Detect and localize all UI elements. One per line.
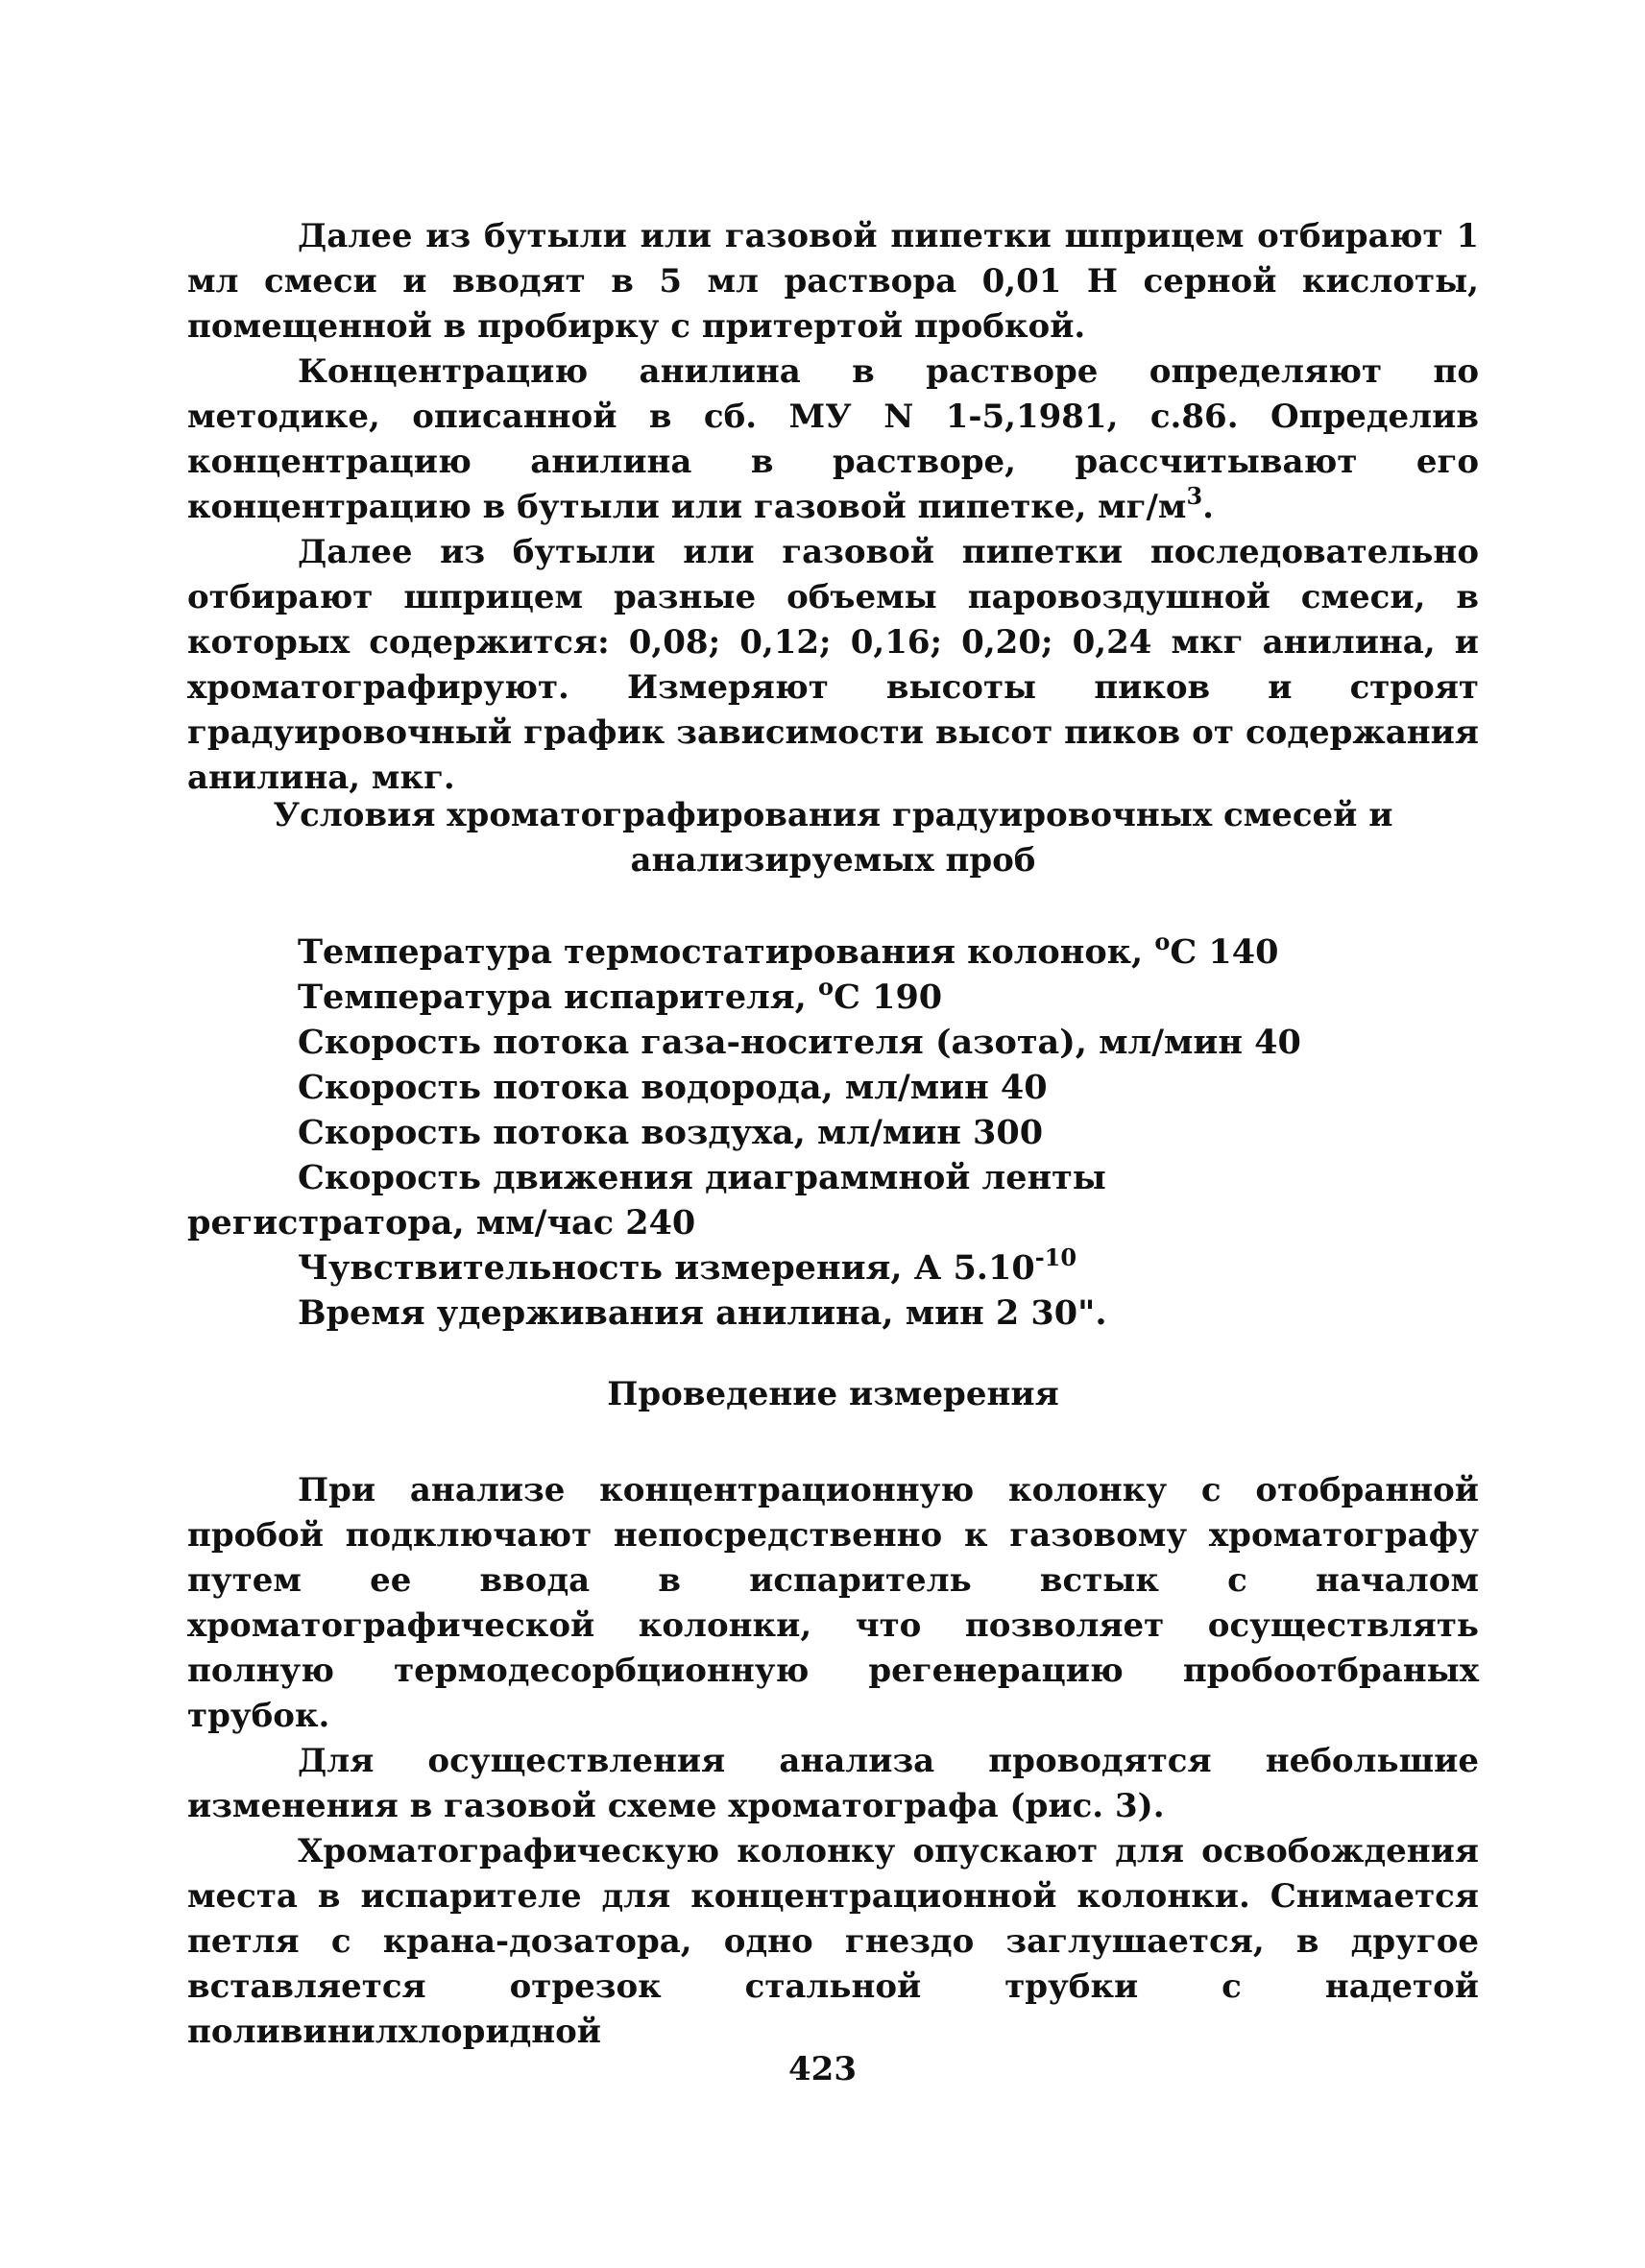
- condition-air-flow: Скорость потока воздуха, мл/мин 300: [298, 1113, 1044, 1152]
- degree-sign: о: [1154, 928, 1171, 955]
- condition-chart-speed-line2: регистратора, мм/час 240: [187, 1203, 696, 1243]
- page-number: 423: [788, 2050, 857, 2088]
- condition-carrier-gas-flow: Скорость потока газа-носителя (азота), мл/мин 40: [298, 1023, 1301, 1062]
- conditions-list: [187, 929, 1479, 1336]
- conditions-heading-line2: анализируемых проб: [630, 841, 1036, 880]
- condition-evaporator-temperature-value: С 190: [834, 977, 943, 1017]
- condition-hydrogen-flow: Скорость потока водорода, мл/мин 40: [298, 1068, 1048, 1107]
- condition-column-temperature: [187, 929, 1479, 975]
- paragraph-scheme-changes: Для осуществления анализа проводятся небольшие изменения в газовой схеме хроматографа (рис. 3).: [187, 1742, 1479, 1825]
- paragraph-aniline-concentration-text: Концентрацию анилина в растворе определяют по методике, описанной в сб. МУ N 1-5,1981, с.86. Определив концентрацию анилина в растворе, рассчитывают его концентрацию в бутыли или газовой пипетке, мг/м: [187, 352, 1479, 526]
- sensitivity-exponent: -10: [1034, 1243, 1077, 1271]
- conditions-heading-line1: Условия хроматографирования градуировочных смесей и: [273, 796, 1393, 834]
- paragraph-aniline-concentration: [187, 350, 1479, 530]
- unit-tail: .: [1202, 488, 1214, 526]
- condition-sensitivity-label: Чувствительность измерения, А 5.10: [298, 1248, 1035, 1288]
- unit-superscript: 3: [1186, 482, 1203, 510]
- paragraph-syringe-sampling: Далее из бутыли или газовой пипетки шприцем отбирают 1 мл смеси и вводят в 5 мл раствора 0,01 Н серной кислоты, помещенной в пробирку с притертой пробкой.: [187, 217, 1479, 346]
- degree-sign: о: [818, 973, 835, 1001]
- paragraph-calibration: Далее из бутыли или газовой пипетки последовательно отбирают шприцем разные объемы паровоздушной смеси, в которых содержится: 0,08; 0,12; 0,16; 0,20; 0,24 мкг анилина, и хроматографируют. Измеряют высоты пиков и строят градуировочный график зависимости высот пиков от содержания анилина, мкг.: [187, 533, 1479, 797]
- measurement-text-block: [187, 1468, 1479, 2055]
- paragraph-column-lowering: Хроматографическую колонку опускают для освобождения места в испарителе для концентрационной колонки. Снимается петля с крана-дозатора, одно гнездо заглушается, в другое вставляется отрезок стальной трубки с надетой поливинилхлоридной: [187, 1832, 1479, 2051]
- condition-sensitivity: [187, 1245, 1479, 1291]
- condition-column-temperature-value: С 140: [1170, 932, 1279, 972]
- condition-retention-time: Время удерживания анилина, мин 2 30".: [298, 1293, 1107, 1333]
- paragraph-column-connection: При анализе концентрационную колонку с отобранной пробой подключают непосредственно к газовому хроматографу путем ее ввода в испаритель встык с началом хроматографической колонки, что позволяет осуществлять полную термодесорбционную регенерацию пробоотбраных трубок.: [187, 1471, 1479, 1735]
- condition-chart-speed-line1: Скорость движения диаграммной ленты: [298, 1158, 1106, 1197]
- condition-evaporator-temperature-label: Температура испарителя,: [298, 977, 819, 1017]
- conditions-heading: [187, 793, 1479, 883]
- condition-column-temperature-label: Температура термостатирования колонок,: [298, 932, 1155, 972]
- condition-evaporator-temperature: [187, 975, 1479, 1020]
- top-text-block: [187, 214, 1479, 801]
- measurement-heading: Проведение измерения: [607, 1375, 1059, 1413]
